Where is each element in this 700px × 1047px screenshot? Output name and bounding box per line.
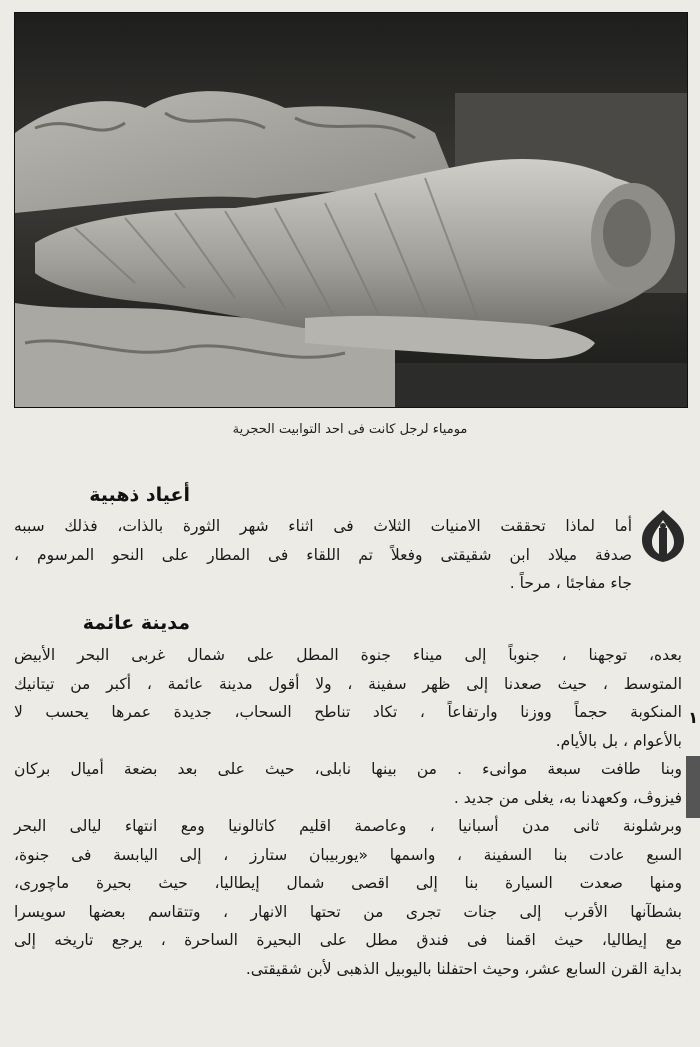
mummy-photo — [14, 12, 688, 408]
mummy-illustration — [15, 13, 687, 407]
text-line: المنكوبة حجماً ووزنا وارتفاعاً ، تكاد تناطح السحاب، جديدة عمرها يحسب لا — [14, 703, 682, 722]
text-line: بداية القرن السابع عشر، وحيث احتفلنا باليوبيل الذهبى لأبن شقيقتى. — [245, 959, 682, 978]
section-2-paragraph-2 — [14, 755, 682, 812]
text-line: مع إيطاليا، حيث اقمنا فى فندق مطل على البحيرة الساحرة ، يرجع تاريخه إلى — [14, 931, 682, 950]
text-line: أما لماذا تحققت الامنيات الثلاث فى اثناء شهر الثورة بالذات، فذلك سببه — [14, 517, 632, 535]
text-line: وبرشلونة ثانى مدن أسبانيا ، وعاصمة اقليم كاتالونيا ومع انتهاء ليالى البحر — [14, 817, 682, 835]
text-line: بالأعوام ، بل بالأيام. — [555, 731, 682, 750]
section-2-paragraph-3 — [14, 812, 682, 984]
drop-cap-ornament-icon — [638, 506, 688, 564]
text-line: المتوسط ، حيث صعدنا إلى ظهر سفينة ، ولا أقول مدينة عائمة ، أكبر من تيتانيك — [14, 674, 682, 693]
page-edge-tab — [686, 756, 700, 818]
margin-page-digit: ١ — [688, 708, 698, 727]
text-line: جاء مفاجئا ، مرحاً . — [509, 574, 632, 593]
section-2-paragraph-1 — [14, 641, 682, 755]
text-line: بعده، توجهنا ، جنوباً إلى ميناء جنوة المطل على شمال غربى البحر الأبيض — [14, 646, 682, 664]
photo-caption: مومياء لرجل كانت فى احد التوابيت الحجرية — [232, 422, 468, 437]
text-line: بشطآنها الأقرب إلى جنات تجرى من تحتها الانهار ، وتتقاسم بعضها سويسرا — [14, 902, 682, 921]
text-line: السبع عادت بنا السفينة ، واسمها «يوربيبان ستارز ، إلى اليابسة فى جنوة، — [14, 845, 682, 864]
section-1-paragraph — [14, 512, 632, 598]
section-heading-golden-holidays: أعياد ذهبية — [89, 484, 190, 506]
text-line: ومنها صعدت السيارة بنا إلى اقصى شمال إيطاليا، حيث بحيرة ماچورى، — [14, 874, 682, 893]
text-line: صدفة ميلاد ابن شقيقتى وفعلاً تم اللقاء فى المطار على النحو المرسوم ، — [14, 545, 632, 564]
text-line: فيزوڤ، وكعهدنا به، يغلى من جديد . — [453, 788, 682, 807]
section-heading-floating-city: مدينة عائمة — [82, 612, 190, 634]
text-line: وبنا طافت سبعة موانىء . من بينها نابلى، حيث على بعد بضعة أميال بركان — [14, 760, 682, 778]
